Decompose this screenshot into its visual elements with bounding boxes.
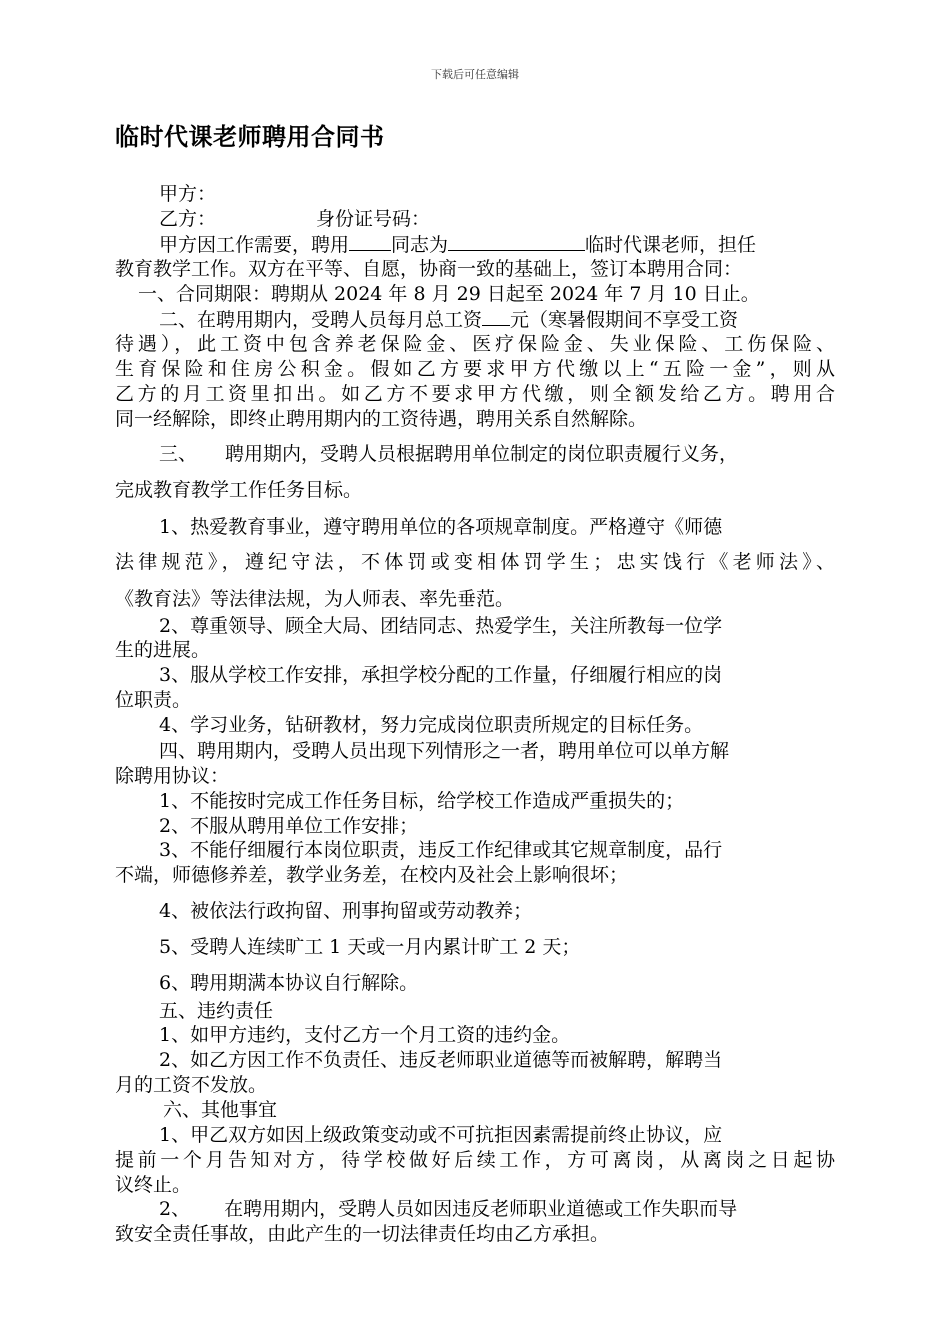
section-2-line-3: 生育保险和住房公积金。假如乙方要求甲方代缴以上“五险一金”，则从 bbox=[115, 358, 835, 380]
section-2-line-2: 待遇），此工资中包含养老保险金、医疗保险金、失业保险、工伤保险、 bbox=[115, 333, 835, 355]
party-a-label: 甲方： bbox=[159, 183, 217, 205]
name-blank bbox=[349, 232, 391, 251]
section-4-line-2: 除聘用协议： bbox=[115, 765, 230, 787]
intro-line-2: 教育教学工作。双方在平等、自愿，协商一致的基础上，签订本聘用合同： bbox=[115, 258, 743, 280]
id-number-label: 身份证号码： bbox=[316, 208, 431, 230]
duty-4: 4、学习业务，钻研教材，努力完成岗位职责所规定的目标任务。 bbox=[159, 714, 704, 736]
duty-1-line-3: 《教育法》等法律法规，为人师表、率先垂范。 bbox=[115, 588, 515, 610]
document-title: 临时代课老师聘用合同书 bbox=[115, 123, 385, 151]
subject-blank bbox=[448, 232, 585, 251]
duty-2-line-1: 2、尊重领导、顾全大局、团结同志、热爱学生，关注所教每一位学 bbox=[159, 615, 723, 637]
other-1-line-3: 议终止。 bbox=[115, 1174, 192, 1196]
section-3-line-2: 完成教育教学工作任务目标。 bbox=[115, 479, 363, 501]
termination-1: 1、不能按时完成工作任务目标，给学校工作造成严重损失的； bbox=[159, 790, 685, 812]
other-2-line-2: 致安全责任事故，由此产生的一切法律责任均由乙方承担。 bbox=[115, 1223, 610, 1245]
termination-3-line-2: 不端，师德修养差，教学业务差，在校内及社会上影响很坏； bbox=[115, 864, 629, 886]
termination-6: 6、聘用期满本协议自行解除。 bbox=[159, 972, 419, 994]
duty-2-line-2: 生的进展。 bbox=[115, 639, 211, 661]
party-b-line bbox=[159, 207, 835, 231]
other-1-line-2: 提前一个月告知对方，待学校做好后续工作，方可离岗，从离岗之日起协 bbox=[115, 1149, 835, 1171]
breach-2-line-1: 2、如乙方因工作不负责任、违反老师职业道德等而被解聘，解聘当 bbox=[159, 1049, 723, 1071]
party-b-label: 乙方： bbox=[159, 208, 217, 230]
section-6-title: 六、其他事宜 bbox=[163, 1099, 278, 1121]
section-1-term: 一、合同期限：聘期从 2024 年 8 月 29 日起至 2024 年 7 月 10 日止。 bbox=[138, 283, 760, 305]
section-4-line-1: 四、聘用期内，受聘人员出现下列情形之一者，聘用单位可以单方解 bbox=[159, 740, 730, 762]
termination-4: 4、被依法行政拘留、刑事拘留或劳动教养； bbox=[159, 900, 533, 922]
section-2-line-5: 同一经解除，即终止聘用期内的工资待遇，聘用关系自然解除。 bbox=[115, 408, 648, 430]
section-2-line-4: 乙方的月工资里扣出。如乙方不要求甲方代缴，则全额发给乙方。聘用合 bbox=[115, 383, 835, 405]
duty-1-line-1: 1、热爱教育事业，遵守聘用单位的各项规章制度。严格遵守《师德 bbox=[159, 516, 723, 538]
duty-3-line-1: 3、服从学校工作安排，承担学校分配的工作量，仔细履行相应的岗 bbox=[159, 664, 723, 686]
section-3-line-1: 三、 聘用期内，受聘人员根据聘用单位制定的岗位职责履行义务， bbox=[159, 443, 739, 465]
breach-2-line-2: 月的工资不发放。 bbox=[115, 1074, 268, 1096]
duty-1-line-2: 法律规范》，遵纪守法，不体罚或变相体罚学生；忠实饯行《老师法》、 bbox=[115, 551, 835, 573]
termination-3-line-1: 3、不能仔细履行本岗位职责，违反工作纪律或其它规章制度，品行 bbox=[159, 839, 723, 861]
duty-3-line-2: 位职责。 bbox=[115, 689, 192, 711]
section-5-title: 五、违约责任 bbox=[159, 1000, 274, 1022]
header-note: 下载后可任意编辑 bbox=[431, 68, 519, 81]
termination-2: 2、不服从聘用单位工作安排； bbox=[159, 815, 419, 837]
other-1-line-1: 1、甲乙双方如因上级政策变动或不可抗拒因素需提前终止协议，应 bbox=[159, 1124, 723, 1146]
termination-5: 5、受聘人连续旷工 1 天或一月内累计旷工 2 天； bbox=[159, 936, 581, 958]
breach-1: 1、如甲方违约，支付乙方一个月工资的违约金。 bbox=[159, 1024, 571, 1046]
other-2-line-1: 2、 在聘用期内，受聘人员如因违反老师职业道德或工作失职而导 bbox=[159, 1198, 738, 1220]
intro-line-1: 甲方因工作需要，聘用 同志为 临时代课老师，担任 bbox=[159, 234, 757, 256]
salary-blank bbox=[482, 307, 510, 326]
section-2-line-1: 二、在聘用期内，受聘人员每月总工资 元（寒暑假期间不享受工资 bbox=[159, 309, 739, 331]
